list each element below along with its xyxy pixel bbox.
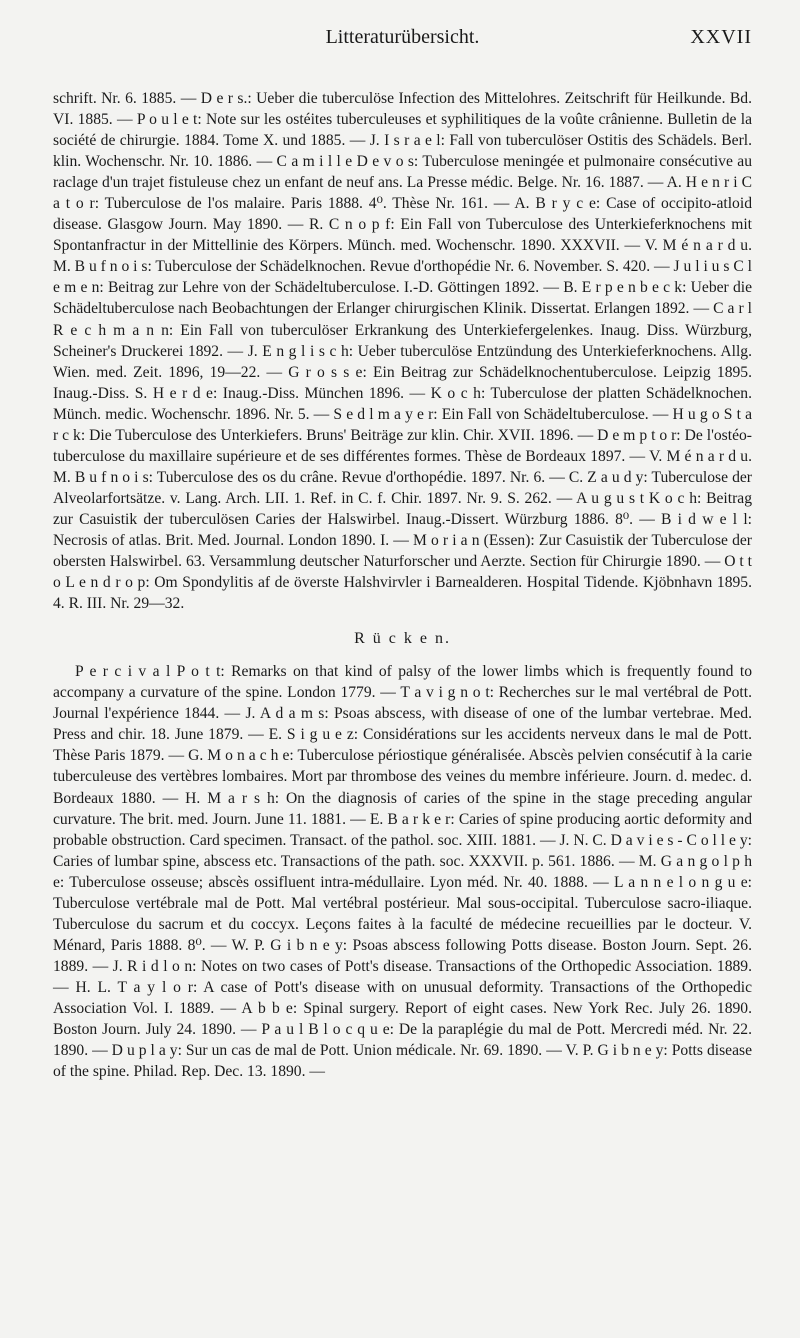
bibliography-paragraph-spine: P e r c i v a l P o t t: Remarks on that kind of palsy of the lower limbs which is frequently found to accompany a curvature of the spine. London 1779. — T a v i g n o t: Recherches sur le mal vertébral de Pott. Journal l'expérience 1844. — J. A d a m s: Psoas abscess, with disease of one of the lumbar vertebrae. Med. Press and chir. 18. June 1879. — E. S i g u e z: Considérations sur les accidents nerveux dans le mal de Pott. Thèse Paris 1879. — G. M o n a c h e: Tuberculose périostique généralisée. Abscès pelvien consécutif à la carie tuberculeuse des vertèbres lombaires. Mort par thrombose des veines du membre inférieure. Journ. d. medec. d. Bordeaux 1880. — H. M a r s h: On the diagnosis of caries of the spine in the stage preceding angular curvature. The brit. med. Journ. June 11. 1881. — E. B a r k e r: Caries of spine producing aortic deformity and probable obstruction. Card specimen. Transact. of the pathol. soc. XIII. 1881. — J. N. C. D a v i e s - C o l l e y: Caries of lumbar spine, abscess etc. Transactions of the path. soc. XXXVII. p. 561. 1886. — M. G a n g o l p h e: Tuberculose osseuse; abscès ossifluent intra-médullaire. Lyon méd. Nr. 40. 1888. — L a n n e l o n g u e: Tuberculose vertébrale mal de Pott. Mal vertébral postérieur. Mal sous-occipital. Tuberculose sacro-iliaque. Tuberculose du sacrum et du coccyx. Leçons faites à la faculté de médecine recueillies par le docteur. V. Ménard, Paris 1888. 8⁰. — W. P. G i b n e y: Psoas abscess following Potts disease. Boston Journ. Sept. 26. 1889. — J. R i d l o n: Notes on two cases of Pott's disease. Transactions of the Orthopedic Association. 1889. — H. L. T a y l o r: A case of Pott's disease with on unusual deformity. Transactions of the Orthopedic Association Vol. I. 1889. — A b b e: Spinal surgery. Report of eight cases. New York Rec. July 26. 1890. Boston Journ. July 24. 1890. — P a u l B l o c q u e: De la paraplégie du mal de Pott. Mercredi méd. Nr. 22. 1890. — D u p l a y: Sur un cas de mal de Pott. Union médicale. Nr. 69. 1890. — V. P. G i b n e y: Potts disease of the spine. Philad. Rep. Dec. 13. 1890. — [53, 663, 752, 1081]
body-text [53, 88, 752, 1082]
running-title: Litteraturübersicht. [325, 26, 480, 48]
running-head [53, 26, 752, 56]
page-number: XXVII [690, 26, 752, 48]
bibliography-paragraph-skull: schrift. Nr. 6. 1885. — D e r s.: Ueber die tuberculöse Infection des Mittelohres. Zeitschrift für Heilkunde. Bd. VI. 1885. — P o u l e t: Note sur les ostéites tuberculeuses et syphilitiques de la voûte crânienne. Bulletin de la société de chirurgie. 1884. Tome X. und 1885. — J. I s r a e l: Fall von tuberculöser Ostitis des Schädels. Berl. klin. Wochenschr. Nr. 10. 1886. — C a m i l l e D e v o s: Tuberculose meningée et pulmonaire consécutive au raclage d'un trajet fistuleuse chez un enfant de neuf ans. La Presse médic. Belge. Nr. 16. 1887. — A. H e n r i C a t o r: Tuberculose de l'os malaire. Paris 1888. 4⁰. Thèse Nr. 161. — A. B r y c e: Case of occipito-atloid disease. Glasgow Journ. May 1890. — R. C n o p f: Ein Fall von Tuberculose des Unterkieferknochens mit Spontanfractur in der Mittellinie des Körpers. Münch. med. Wochenschr. 1890. XXXVII. — V. M é n a r d u. M. B u f n o i s: Tuberculose der Schädelknochen. Revue d'orthopédie Nr. 6. November. S. 420. — J u l i u s C l e m e n: Beitrag zur Lehre von der Schädeltuberculose. I.-D. Göttingen 1892. — B. E r p e n b e c k: Ueber die Schädeltuberculose nach Beobachtungen der Erlanger chirurgischen Klinik. Dissertat. Erlangen 1892. — C a r l R e c h m a n n: Ein Fall von tuberculöser Erkrankung des Unterkiefergelenkes. Inaug. Diss. Würzburg, Scheiner's Druckerei 1892. — J. E n g l i s c h: Ueber tuberculöse Entzündung des Unterkieferknochens. Allg. Wien. med. Zeit. 1896, 19—22. — G r o s s e: Ein Beitrag zur Schädelknochentuberculose. Leipzig 1895. Inaug.-Diss. S. H e r d e: Inaug.-Diss. München 1896. — K o c h: Tuberculose der platten Schädelknochen. Münch. medic. Wochenschr. 1896. Nr. 5. — S e d l m a y e r: Ein Fall von Schädeltuberculose. — H u g o S t a r c k: Die Tuberculose des Unterkiefers. Bruns' Beiträge zur klin. Chir. XVII. 1896. — D e m p t o r: De l'ostéo-tuberculose du maxillaire supérieure et de ses différentes formes. Thèse de Bordeaux 1897. — V. M é n a r d u. M. B u f n o i s: Tuberculose des os du crâne. Revue d'orthopédie. 1897. Nr. 6. — C. Z a u d y: Tuberculose der Alveolarfortsätze. v. Lang. Arch. LII. 1. Ref. in C. f. Chir. 1897. Nr. 9. S. 262. — A u g u s t K o c h: Beitrag zur Casuistik der tuberculösen Caries der Halswirbel. Inaug.-Dissert. Würzburg 1886. 8⁰. — B i d w e l l: Necrosis of atlas. Brit. Med. Journal. London 1890. I. — M o r i a n (Essen): Zur Casuistik der Tuberculose der obersten Halswirbel. 63. Versammlung deutscher Naturforscher und Aerzte. Section für Chirurgie 1890. — O t t o L e n d r o p: Om Spondylitis af de överste Halshvirvler i Barnealderen. Hospital Tidende. Kjöbnhavn 1895. 4. R. III. Nr. 29—32. [53, 90, 752, 613]
section-heading-ruecken: R ü c k e n. [354, 630, 451, 648]
